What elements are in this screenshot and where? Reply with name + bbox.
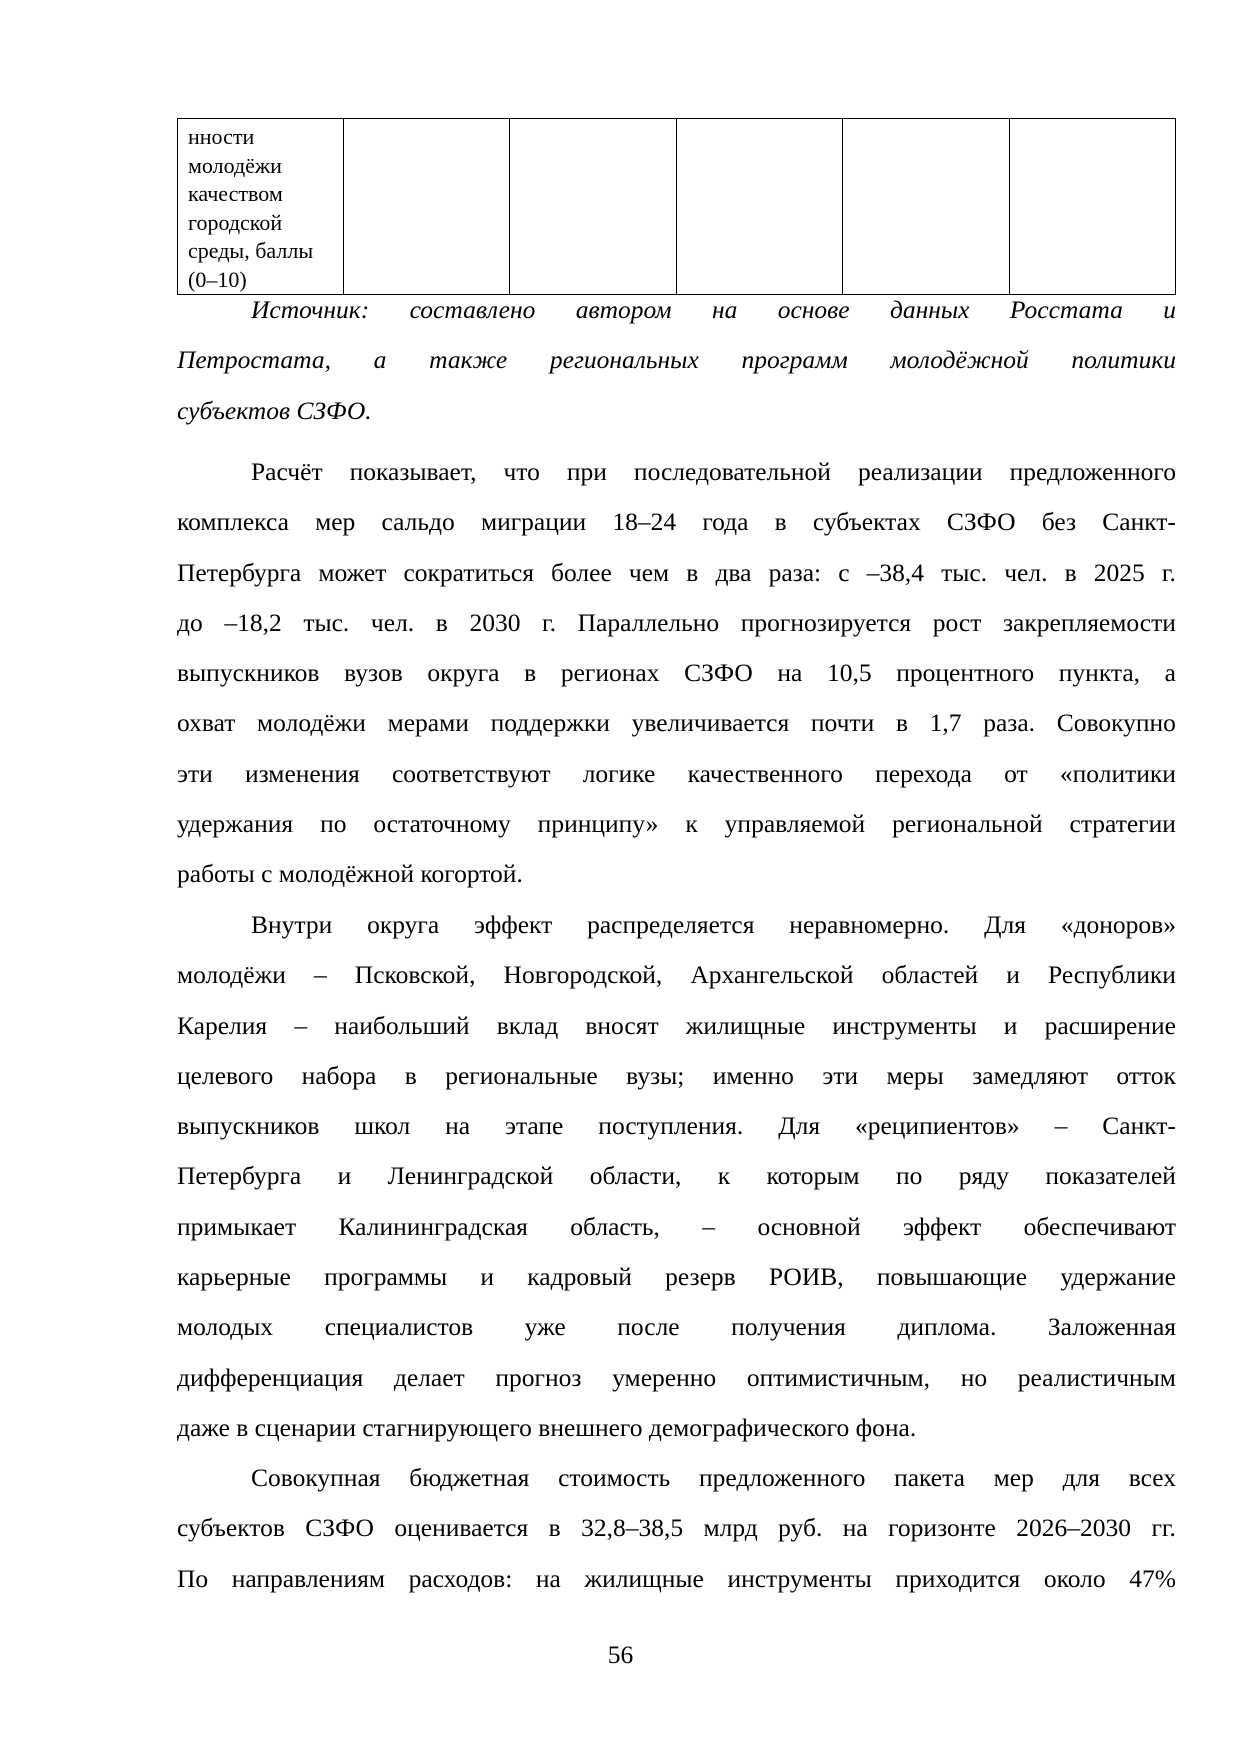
- text-line: субъектов СЗФО.: [177, 395, 372, 425]
- text-line: Источник: составлено автором на основе данных Росстата и: [251, 295, 1176, 324]
- text-line: дифференциация делает прогноз умеренно оптимистичным, но реалистичным: [177, 1362, 1176, 1392]
- text-line: Расчёт показывает, что при последовательной реализации предложенного: [251, 457, 1176, 486]
- text-line: субъектов СЗФО оценивается в 32,8–38,5 млрд руб. на горизонте 2026–2030 гг.: [177, 1513, 1176, 1543]
- text-line: молодых специалистов уже после получения диплома. Заложенная: [177, 1312, 1176, 1342]
- indicator-line: (0–10): [188, 266, 247, 292]
- text-line: выпускников школ на этапе поступления. Для «реципиентов» – Санкт-: [177, 1111, 1176, 1141]
- text-line: целевого набора в региональные вузы; именно эти меры замедляют отток: [177, 1060, 1176, 1090]
- text-line: Петростата, а также региональных программ молодёжной политики: [177, 345, 1176, 375]
- source-note: [177, 285, 1176, 436]
- text-line: Совокупная бюджетная стоимость предложенного пакета мер для всех: [251, 1463, 1176, 1492]
- text-line: охват молодёжи мерами поддержки увеличивается почти в 1,7 раза. Совокупно: [177, 708, 1176, 738]
- table-cell: [843, 119, 1009, 295]
- text-line: комплекса мер сальдо миграции 18–24 года в субъектах СЗФО без Санкт-: [177, 507, 1176, 537]
- table-cell: [510, 119, 676, 295]
- table-cell-indicator: [178, 119, 344, 295]
- text-line: Петербурга может сократиться более чем в два раза: с –38,4 тыс. чел. в 2025 г.: [177, 557, 1176, 587]
- paragraph: [177, 447, 1176, 900]
- table-cell: [676, 119, 842, 295]
- paragraph: [177, 1453, 1176, 1604]
- indicator-line: городской: [188, 209, 283, 235]
- paragraph: [177, 900, 1176, 1453]
- text-line: работы с молодёжной когортой.: [177, 859, 523, 889]
- table-cell: [344, 119, 510, 295]
- text-line: карьерные программы и кадровый резерв РОИВ, повышающие удержание: [177, 1262, 1176, 1292]
- text-line: даже в сценарии стагнирующего внешнего демографического фона.: [177, 1412, 917, 1442]
- indicator-line: среды, баллы: [188, 238, 314, 263]
- text-line: до –18,2 тыс. чел. в 2030 г. Параллельно прогнозируется рост закрепляемости: [177, 607, 1176, 637]
- text-line: По направлениям расходов: на жилищные инструменты приходится около 47%: [177, 1563, 1176, 1593]
- text-line: эти изменения соответствуют логике качественного перехода от «политики: [177, 758, 1176, 788]
- table-fragment: [177, 118, 1176, 295]
- text-line: Петербурга и Ленинградской области, к которым по ряду показателей: [177, 1161, 1176, 1191]
- table-row: [178, 119, 1176, 295]
- indicator-line: качеством: [188, 181, 283, 206]
- text-line: Внутри округа эффект распределяется неравномерно. Для «доноров»: [251, 910, 1176, 939]
- indicator-line: нности: [188, 124, 255, 149]
- text-line: молодёжи – Псковской, Новгородской, Архангельской областей и Республики: [177, 960, 1176, 990]
- text-line: Карелия – наибольший вклад вносят жилищные инструменты и расширение: [177, 1010, 1176, 1040]
- indicator-text: [178, 119, 343, 294]
- text-line: удержания по остаточному принципу» к управляемой региональной стратегии: [177, 809, 1176, 839]
- indicator-line: молодёжи: [188, 152, 282, 178]
- text-line: выпускников вузов округа в регионах СЗФО на 10,5 процентного пункта, а: [177, 658, 1176, 688]
- text-line: примыкает Калининградская область, – основной эффект обеспечивают: [177, 1211, 1176, 1241]
- page-number: 56: [607, 1640, 634, 1669]
- table-cell: [1009, 119, 1175, 295]
